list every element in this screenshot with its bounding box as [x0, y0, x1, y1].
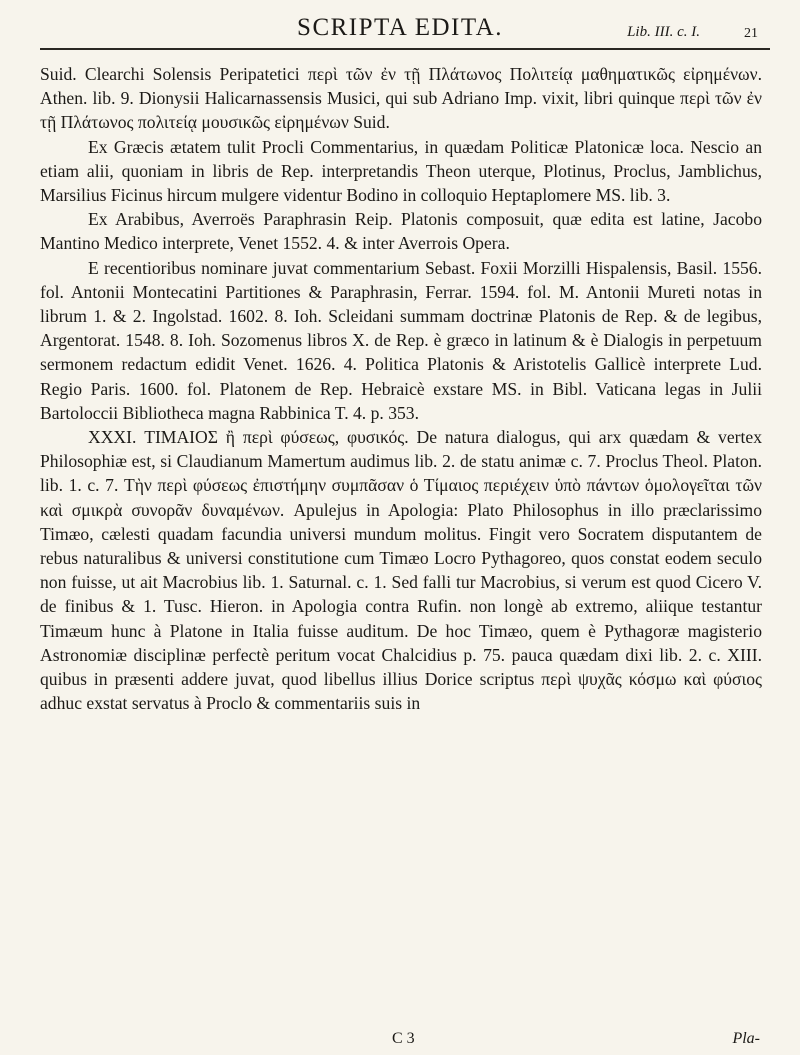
paragraph-timaeus: XXXI. ΤΙΜΑΙΟΣ ἢ περὶ φύσεως, φυσικός. De natura dialogus, qui arx quædam & vertex Philosophiæ est, si Claudianum Mamertum audimus lib. 2. de statu animæ c. 7. Proclus Theol. Platon. lib. 1. c. 7. Τὴν περὶ φύσεως ἐπιστήμην συμπᾶσαν ὁ Τίμαιος περιέχειν ὑπὸ πάντων ὁμολογεῖται τῶν καὶ σμικρὰ συνορᾶν δυναμένων. Apulejus in Apologia: Plato Philosophus in illo præclarissimo Timæo, cælesti quadam facundia universi mundum molitus. Fingit vero Socratem disputantem de rebus naturalibus & universi constitutione cum Timæo Locro Pythagoreo, quos constat eodem seculo non fuisse, ut ait Macrobius lib. 1. Saturnal. c. 1. Sed falli tur Macrobius, si verum est quod Cicero V. de finibus & 1. Tusc. Hieron. in Apologia contra Rufin. non longè ab extremo, aliique testantur Timæum hunc à Platone in Italia fuisse auditum. De hoc Timæo, quem è Pythagoræ magisterio Astronomiæ disciplinæ perfectè peritum vocat Chalcidius p. 75. pauca quædam dixi lib. 2. c. XIII. quibus in præsenti addere juvat, quod libellus illius Dorice scriptus περὶ ψυχᾶς κόσμω καὶ φύσιος adhuc exstat servatus à Proclo & commentariis suis in [40, 427, 762, 714]
book-chapter-reference: Lib. III. c. I. [627, 24, 700, 40]
header-rule [40, 48, 770, 50]
paragraph-arabic-commentators: Ex Arabibus, Averroës Paraphrasin Reip. Platonis composuit, quæ edita est latine, Jacobo Mantino Medico interprete, Venet 1552. 4. & inter Averrois Opera. [40, 209, 762, 254]
page-number: 21 [744, 26, 758, 41]
page-footer [40, 1030, 760, 1052]
catchword: Pla- [732, 1030, 760, 1047]
text-body [40, 62, 762, 715]
paragraph-clearchus: Suid. Clearchi Solensis Peripatetici περὶ τῶν ἐν τῇ Πλάτωνος Πολιτείᾳ μαθηματικῶς εἰρημένων. Athen. lib. 9. Dionysii Halicarnassensis Musici, qui sub Adriano Imp. vixit, libri quinque περὶ τῶν ἐν τῇ Πλάτωνος πολιτείᾳ μουσικῶς εἰρημένων Suid. [40, 64, 762, 133]
running-head [40, 6, 760, 52]
paragraph-recent-commentators: E recentioribus nominare juvat commentarium Sebast. Foxii Morzilli Hispalensis, Basil. 1556. fol. Antonii Montecatini Partitiones & Paraphrasin, Ferrar. 1594. fol. M. Antonii Mureti notas in librum 1. & 2. Ingolstad. 1602. 8. Ioh. Scleidani summam doctrinæ Platonis de Rep. & de legibus, Argentorat. 1548. 8. Ioh. Sozomenus libros X. de Rep. è græco in latinum & è Dialogis in perpetuum sermonem redactum edidit Venet. 1626. 4. Politica Platonis & Aristotelis Gallicè interprete Lud. Regio Paris. 1600. fol. Platonem de Rep. Hebraicè exstare MS. in Bibl. Vaticana legas in Julii Bartoloccii Bibliotheca magna Rabbinica T. 4. p. 353. [40, 257, 762, 423]
paragraph-greek-commentators: Ex Græcis ætatem tulit Procli Commentarius, in quædam Politicæ Platonicæ loca. Nescio an etiam alii, quoniam in libris de Rep. interpretandis Theon uterque, Plotinus, Proclus, Jamblichus, Marsilius Ficinus hircum mulgere videntur Bodino in colloquio Heptaplomere MS. lib. 3. [40, 136, 762, 206]
running-head-title: SCRIPTA EDITA. [297, 14, 503, 41]
signature-mark: C 3 [392, 1030, 415, 1047]
